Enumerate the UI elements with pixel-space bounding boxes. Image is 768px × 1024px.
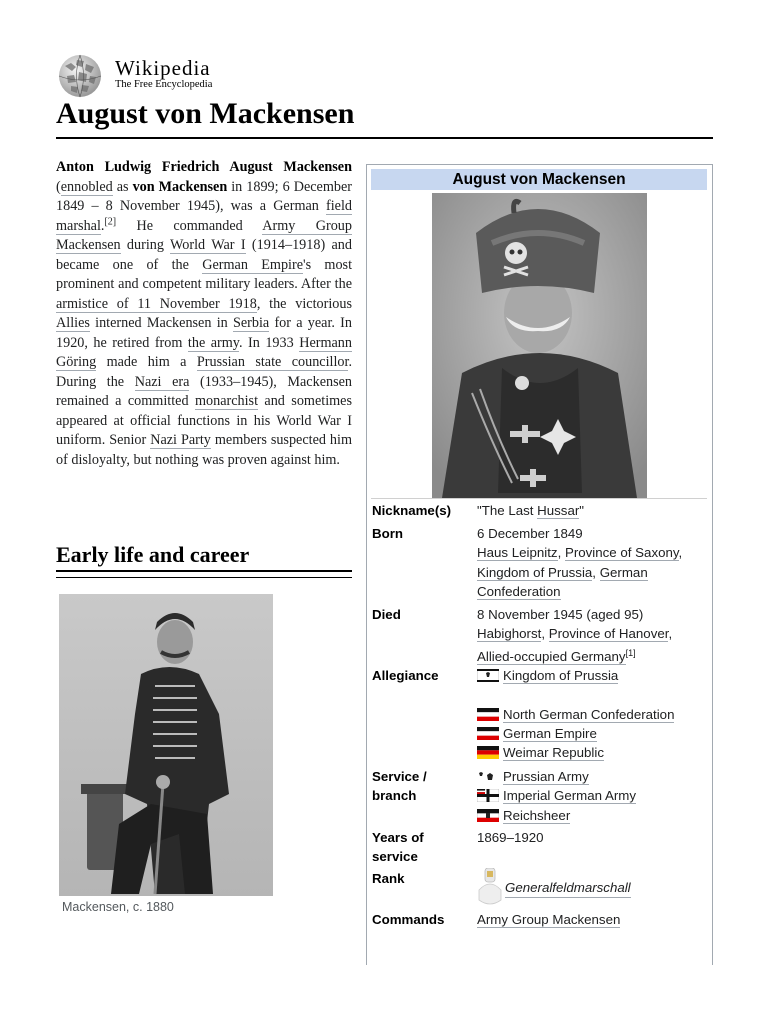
label-text: Service /	[372, 769, 427, 784]
link-hussar[interactable]: Hussar	[537, 503, 580, 518]
reference-2[interactable]: [2]	[104, 215, 117, 227]
lead-text: (1933–1945), Mackensen remained a committed	[56, 373, 352, 409]
link-german-empire-allegiance[interactable]: German Empire	[503, 725, 597, 741]
lead-text: interned Mackensen in	[89, 315, 233, 331]
link-german-empire[interactable]: German Empire	[202, 256, 304, 273]
link-nazi-party[interactable]: Nazi Party	[150, 432, 211, 448]
infobox-title: August von Mackensen	[371, 169, 707, 190]
link-serbia[interactable]: Serbia	[232, 315, 270, 331]
link-allegiance-kingdom-of-prussia[interactable]: Kingdom of Prussia	[503, 668, 619, 683]
link-habighorst[interactable]: Habighorst	[477, 626, 542, 642]
north-german-flag-icon	[477, 708, 499, 721]
page-title: August von Mackensen	[56, 97, 355, 130]
link-army-group-mackensen-command[interactable]: Army Group Mackensen	[477, 912, 621, 927]
lead-text: (	[56, 178, 61, 195]
link-hermann-goering[interactable]: Hermann Göring	[56, 334, 352, 370]
link-army-group-mackensen[interactable]: Army Group Mackensen	[56, 217, 352, 253]
link-imperial-german-army[interactable]: Imperial German Army	[503, 788, 637, 804]
lead-text: , the victorious	[256, 295, 352, 312]
link-prussian-state-councillor[interactable]: Prussian state councillor	[196, 354, 349, 370]
link-weimar-republic[interactable]: Weimar Republic	[503, 745, 604, 761]
label-text: service	[372, 849, 418, 865]
lead-text: . In 1933	[238, 334, 300, 351]
link-german-confederation[interactable]: Confederation	[477, 583, 561, 599]
lead-paragraph	[56, 158, 352, 470]
link-kingdom-of-prussia[interactable]: Kingdom of Prussia	[477, 564, 593, 580]
lead-text: during	[120, 237, 171, 253]
link-province-of-saxony[interactable]: Province of Saxony	[564, 545, 679, 561]
link-world-war-i[interactable]: World War I	[170, 237, 246, 253]
link-armistice[interactable]: armistice of 11 November 1918	[56, 295, 257, 312]
link-haus-leipnitz[interactable]: Haus Leipnitz	[477, 545, 558, 561]
title-divider	[56, 137, 713, 139]
infobox	[366, 164, 713, 965]
lead-text: . During the	[56, 354, 353, 390]
weimar-flag-icon	[477, 746, 499, 759]
wikipedia-wordmark[interactable]: Wikipedia	[115, 56, 211, 80]
infobox-divider	[371, 498, 707, 499]
early-life-photo[interactable]	[59, 594, 273, 896]
prussian-eagle-icon	[477, 770, 499, 783]
value-service-branch	[477, 767, 705, 825]
link-allies[interactable]: Allies	[56, 315, 90, 331]
infobox-portrait-photo[interactable]	[432, 193, 647, 498]
rank-insignia-icon	[477, 868, 503, 906]
nickname-text: "The Last	[477, 503, 538, 518]
link-field-marshal[interactable]: field marshal	[56, 198, 352, 234]
infobox-fade	[367, 935, 712, 965]
lead-text: made him a	[96, 354, 197, 370]
link-ennobled[interactable]: ennobled	[60, 178, 113, 195]
label-service-branch	[372, 767, 472, 806]
link-german-confederation[interactable]: German	[599, 564, 648, 580]
separator: ,	[592, 564, 600, 580]
link-allied-occupied-germany[interactable]: Allied-occupied Germany	[477, 649, 626, 665]
section-divider	[56, 570, 352, 572]
reference-1[interactable]: [1]	[625, 647, 636, 658]
label-born: Born	[372, 526, 404, 541]
label-nickname: Nickname(s)	[372, 503, 452, 518]
lead-text: for a year. In 1920, he retired from	[56, 315, 352, 351]
value-allegiance	[477, 666, 705, 762]
wikipedia-globe-icon[interactable]	[55, 54, 105, 98]
wikipedia-tagline: The Free Encyclopedia	[115, 79, 213, 90]
value-died	[477, 605, 705, 666]
reichsheer-flag-icon	[477, 809, 499, 822]
label-commands: Commands	[372, 912, 445, 927]
link-generalfeldmarschall[interactable]: Generalfeldmarschall	[505, 878, 631, 898]
value-nickname	[477, 501, 705, 520]
label-died: Died	[372, 607, 401, 622]
label-years-of-service	[372, 828, 472, 867]
value-years-of-service: 1869–1920	[477, 830, 544, 845]
link-nazi-era[interactable]: Nazi era	[134, 373, 190, 390]
label-text: Years of	[372, 830, 424, 845]
label-rank: Rank	[372, 871, 405, 886]
link-the-army[interactable]: the army	[187, 334, 239, 351]
born-date: 6 December 1849	[477, 526, 583, 541]
value-commands	[477, 910, 705, 929]
lead-text: 's most prominent and competent military leaders. After the	[56, 256, 353, 292]
link-north-german-confederation[interactable]: North German Confederation	[503, 706, 675, 722]
lead-text: members suspected him of disloyalty, but nothing was proven against him.	[56, 432, 353, 468]
lead-text: .	[100, 217, 105, 234]
link-prussian-army[interactable]: Prussian Army	[503, 769, 589, 784]
section-heading-early-life: Early life and career	[56, 542, 250, 567]
link-province-of-hanover[interactable]: Province of Hanover	[548, 626, 669, 642]
lead-text: (1914–1918) and became one of the	[56, 237, 352, 273]
war-ensign-icon	[477, 789, 499, 802]
subject-full-name: Anton Ludwig Friedrich August Mackensen	[56, 159, 352, 175]
value-born	[477, 524, 705, 601]
link-monarchist[interactable]: monarchist	[194, 393, 259, 409]
nickname-text: "	[579, 503, 585, 518]
lead-text: as	[112, 178, 133, 195]
lead-text: in 1899; 6 December 1849 – 8 November 1945), was a German	[56, 178, 352, 214]
lead-text: He commanded	[116, 217, 263, 234]
link-reichsheer[interactable]: Reichsheer	[503, 807, 571, 823]
lead-text: and sometimes appeared at official functions in his World War I uniform. Senior	[56, 393, 352, 448]
separator: ,	[557, 545, 565, 561]
prussia-flag-icon	[477, 669, 499, 682]
label-text: branch	[372, 788, 417, 804]
early-photo-caption: Mackensen, c. 1880	[62, 900, 174, 914]
value-rank	[477, 869, 705, 909]
german-empire-flag-icon	[477, 727, 499, 740]
died-date: 8 November 1945 (aged 95)	[477, 607, 644, 622]
section-divider	[56, 577, 352, 578]
separator: ,	[541, 626, 549, 642]
separator: ,	[678, 545, 683, 561]
subject-title-name: von Mackensen	[132, 178, 228, 195]
separator: ,	[668, 626, 673, 642]
label-allegiance: Allegiance	[372, 668, 439, 683]
